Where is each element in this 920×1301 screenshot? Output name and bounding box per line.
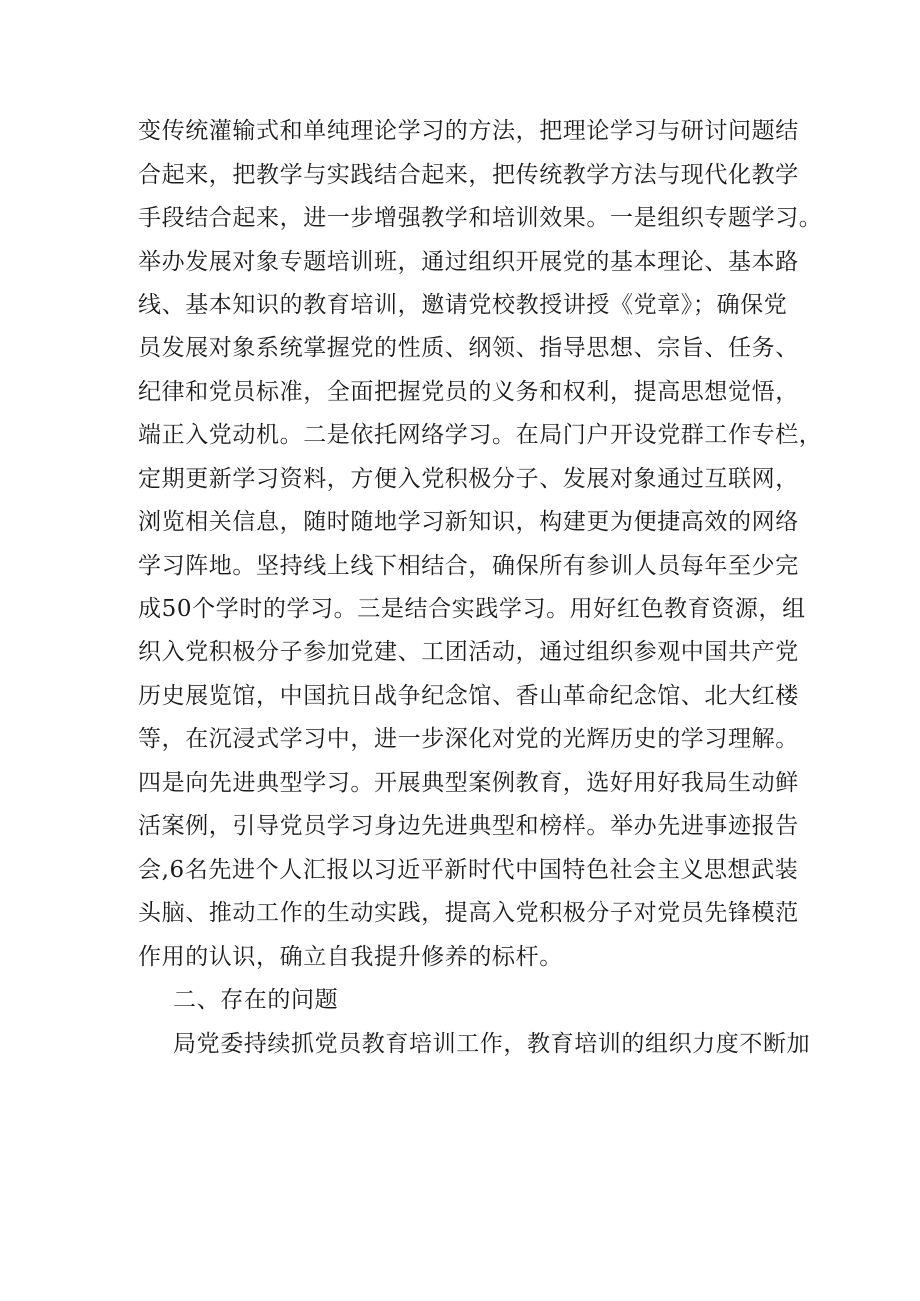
text-line: 成50个学时的学习。三是结合实践学习。用好红色教育资源，组	[138, 596, 806, 622]
text-line: 等，在沉浸式学习中，进一步深化对党的光辉历史的学习理解。	[138, 726, 799, 752]
text-line: 局党委持续抓党员教育培训工作，教育培训的组织力度不断加	[173, 1031, 811, 1057]
text-line: 织入党积极分子参加党建、工团活动，通过组织参观中国共产党	[138, 639, 799, 665]
text-line: 活案例，引导党员学习身边先进典型和榜样。举办先进事迹报告	[138, 813, 799, 839]
text-line: 纪律和党员标准，全面把握党员的义务和权利，提高思想觉悟，	[138, 379, 799, 405]
text-line: 浏览相关信息，随时随地学习新知识，构建更为便捷高效的网络	[138, 509, 799, 535]
text-line: 会,6名先进个人汇报以习近平新时代中国特色社会主义思想武装	[138, 857, 799, 883]
text-line: 头脑、推动工作的生动实践，提高入党积极分子对党员先锋模范	[138, 900, 799, 926]
text-line: 历史展览馆，中国抗日战争纪念馆、香山革命纪念馆、北大红楼	[138, 683, 799, 709]
text-line: 线、基本知识的教育培训，邀请党校教授讲授《党章》；确保党	[138, 292, 788, 318]
text-line: 作用的认识，确立自我提升修养的标杆。	[138, 944, 563, 970]
text-line: 端正入党动机。二是依托网络学习。在局门户开设党群工作专栏，	[138, 422, 823, 448]
text-line: 定期更新学习资料，方便入党积极分子、发展对象通过互联网，	[138, 466, 799, 492]
text-line: 合起来，把教学与实践结合起来，把传统教学方法与现代化教学	[138, 162, 799, 188]
section-heading: 二、存在的问题	[173, 987, 339, 1013]
text-line: 手段结合起来，进一步增强教学和培训效果。一是组织专题学习。	[138, 205, 823, 231]
text-line: 四是向先进典型学习。开展典型案例教育，选好用好我局生动鲜	[138, 770, 799, 796]
text-line: 员发展对象系统掌握党的性质、纲领、指导思想、宗旨、任务、	[138, 335, 799, 361]
text-line: 学习阵地。坚持线上线下相结合，确保所有参训人员每年至少完	[138, 553, 799, 579]
text-line: 举办发展对象专题培训班，通过组织开展党的基本理论、基本路	[138, 249, 799, 275]
text-line: 变传统灌输式和单纯理论学习的方法，把理论学习与研讨问题结	[138, 118, 799, 144]
